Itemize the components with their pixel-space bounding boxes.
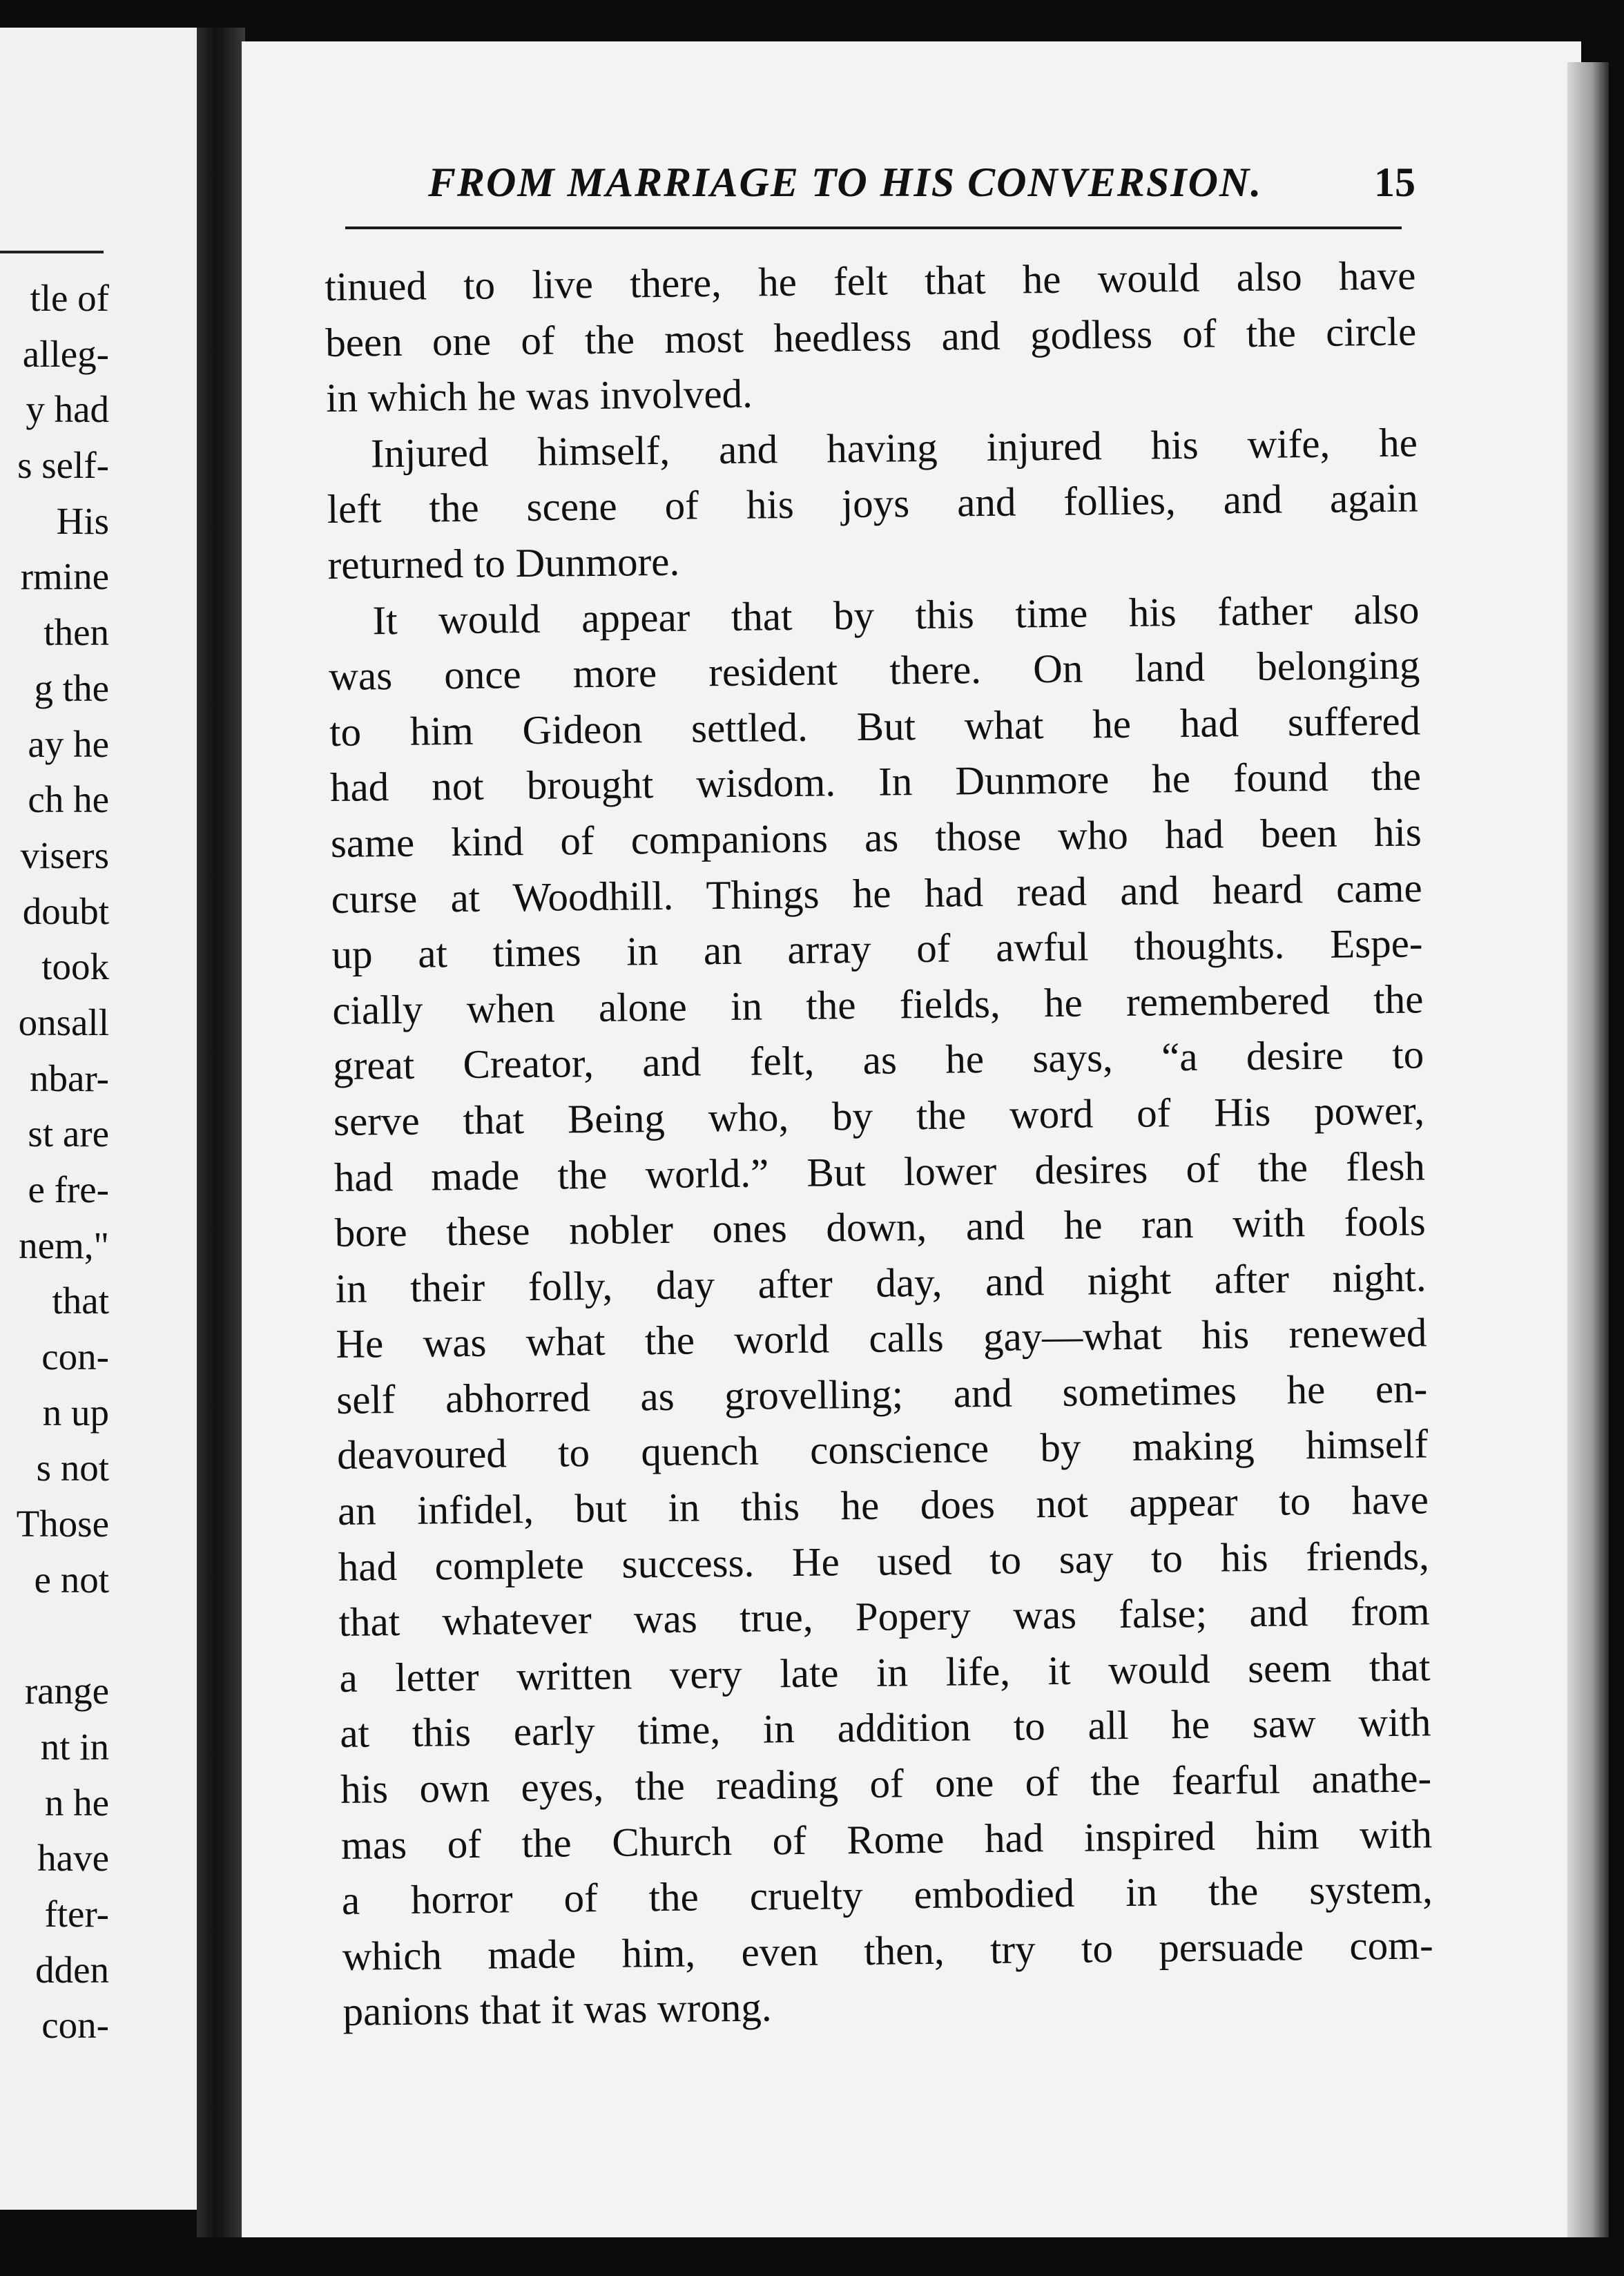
- facing-page-line: nt in: [40, 1725, 109, 1768]
- text-line: to him Gideon settled. But what he had suffered: [329, 697, 1421, 755]
- facing-page-line: [0, 1608, 109, 1664]
- text-line: left the scene of his joys and follies, and again: [327, 474, 1419, 532]
- facing-page-line: st are: [28, 1112, 109, 1155]
- text-line: had not brought wisdom. In Dunmore he found the: [329, 753, 1422, 811]
- facing-page-line: took: [41, 945, 109, 988]
- facing-page-line: nem,": [19, 1224, 109, 1266]
- facing-page-line: have: [37, 1837, 109, 1880]
- facing-page-line: rmine: [20, 555, 109, 598]
- facing-page-line: range: [24, 1670, 109, 1713]
- text-line: was once more resident there. On land belonging: [328, 642, 1420, 700]
- facing-page-line: con-: [41, 1335, 109, 1378]
- text-line: deavoured to quench conscience by making himself: [336, 1420, 1429, 1478]
- facing-page-line: e fre-: [28, 1168, 109, 1211]
- facing-page-line: s self-: [17, 444, 109, 487]
- text-line: tinued to live there, he felt that he would also have: [325, 252, 1416, 309]
- text-line: at this early time, in addition to all he saw with: [340, 1699, 1431, 1757]
- facing-page-line: e not: [34, 1558, 109, 1601]
- text-line: had complete success. He used to say to his friends,: [338, 1532, 1430, 1590]
- facing-page-line: n up: [42, 1391, 109, 1434]
- text-line: He was what the world calls gay—what his renewed: [336, 1309, 1427, 1367]
- text-line: self abhorred as grovelling; and sometimes he en-: [336, 1365, 1428, 1422]
- text-line: great Creator, and felt, as he says, “a desire to: [332, 1031, 1424, 1089]
- facing-page-line: tle of: [30, 277, 109, 319]
- facing-page-line: doubt: [22, 889, 109, 932]
- text-line: been one of the most heedless and godless of the circle: [325, 308, 1417, 365]
- facing-page-line: then: [44, 611, 109, 654]
- facing-page-line: n he: [44, 1781, 109, 1824]
- facing-page-line: onsall: [18, 1001, 109, 1043]
- facing-page-line: nbar-: [30, 1057, 109, 1099]
- text-line: bore these nobler ones down, and he ran with fools: [334, 1198, 1427, 1256]
- text-line: his own eyes, the reading of one of the fearful anathe-: [340, 1755, 1432, 1812]
- facing-page-line: visers: [20, 833, 109, 876]
- body-text: [325, 247, 1434, 2039]
- paragraph: [328, 581, 1434, 2040]
- text-line: It would appear that by this time his father also: [372, 586, 1420, 643]
- text-line: which made him, even then, try to persuade com-: [342, 1922, 1433, 1979]
- facing-page-line: y had: [26, 388, 109, 431]
- facing-page-line: s not: [36, 1447, 109, 1489]
- facing-page-line: ay he: [28, 722, 109, 765]
- text-line: in their folly, day after day, and night after night.: [335, 1254, 1427, 1311]
- facing-page-rule: [0, 251, 104, 253]
- page-number: 15: [1374, 160, 1415, 205]
- book-gutter: [197, 28, 245, 2237]
- facing-page-line: Those: [16, 1503, 109, 1545]
- facing-page-text: [0, 271, 109, 2054]
- paragraph: [325, 247, 1417, 425]
- running-head: FROM MARRIAGE TO HIS CONVERSION.: [428, 160, 1263, 205]
- text-line: an infidel, but in this he does not appear to have: [337, 1476, 1429, 1534]
- text-line: in which he was involved.: [325, 370, 753, 421]
- text-line: had made the world.” But lower desires of the flesh: [334, 1142, 1426, 1200]
- facing-page-line: alleg-: [22, 332, 109, 375]
- header-rule: [345, 226, 1402, 229]
- text-line: mas of the Church of Rome had inspired him with: [340, 1810, 1433, 1868]
- text-line: returned to Dunmore.: [327, 538, 680, 588]
- page-edge-shadow: [1567, 62, 1609, 2237]
- text-line: a horror of the cruelty embodied in the system,: [341, 1866, 1433, 1924]
- facing-page-line: g the: [34, 666, 109, 709]
- text-line: that whatever was true, Popery was false; and from: [338, 1588, 1430, 1646]
- facing-page-line: con-: [41, 2004, 109, 2047]
- facing-page-line: fter-: [44, 1892, 109, 1935]
- text-line: a letter written very late in life, it would seem that: [339, 1643, 1431, 1701]
- text-line: curse at Woodhill. Things he had read and heard came: [331, 864, 1422, 922]
- facing-page-line: dden: [35, 1948, 109, 1991]
- facing-page-fragment: [0, 28, 201, 2210]
- facing-page-line: His: [56, 499, 109, 542]
- facing-page-line: ch he: [28, 778, 109, 821]
- page-header: [428, 159, 1415, 214]
- text-line: cially when alone in the fields, he remembered the: [332, 976, 1424, 1033]
- text-line: serve that Being who, by the word of His power,: [333, 1087, 1425, 1144]
- text-line: panions that it was wrong.: [342, 1984, 772, 2035]
- paragraph: [327, 414, 1419, 592]
- text-line: Injured himself, and having injured his wife, he: [370, 419, 1418, 476]
- text-line: same kind of companions as those who had been his: [330, 809, 1422, 866]
- facing-page-line: that: [52, 1280, 109, 1322]
- text-line: up at times in an array of awful thoughts. Espe-: [331, 920, 1423, 978]
